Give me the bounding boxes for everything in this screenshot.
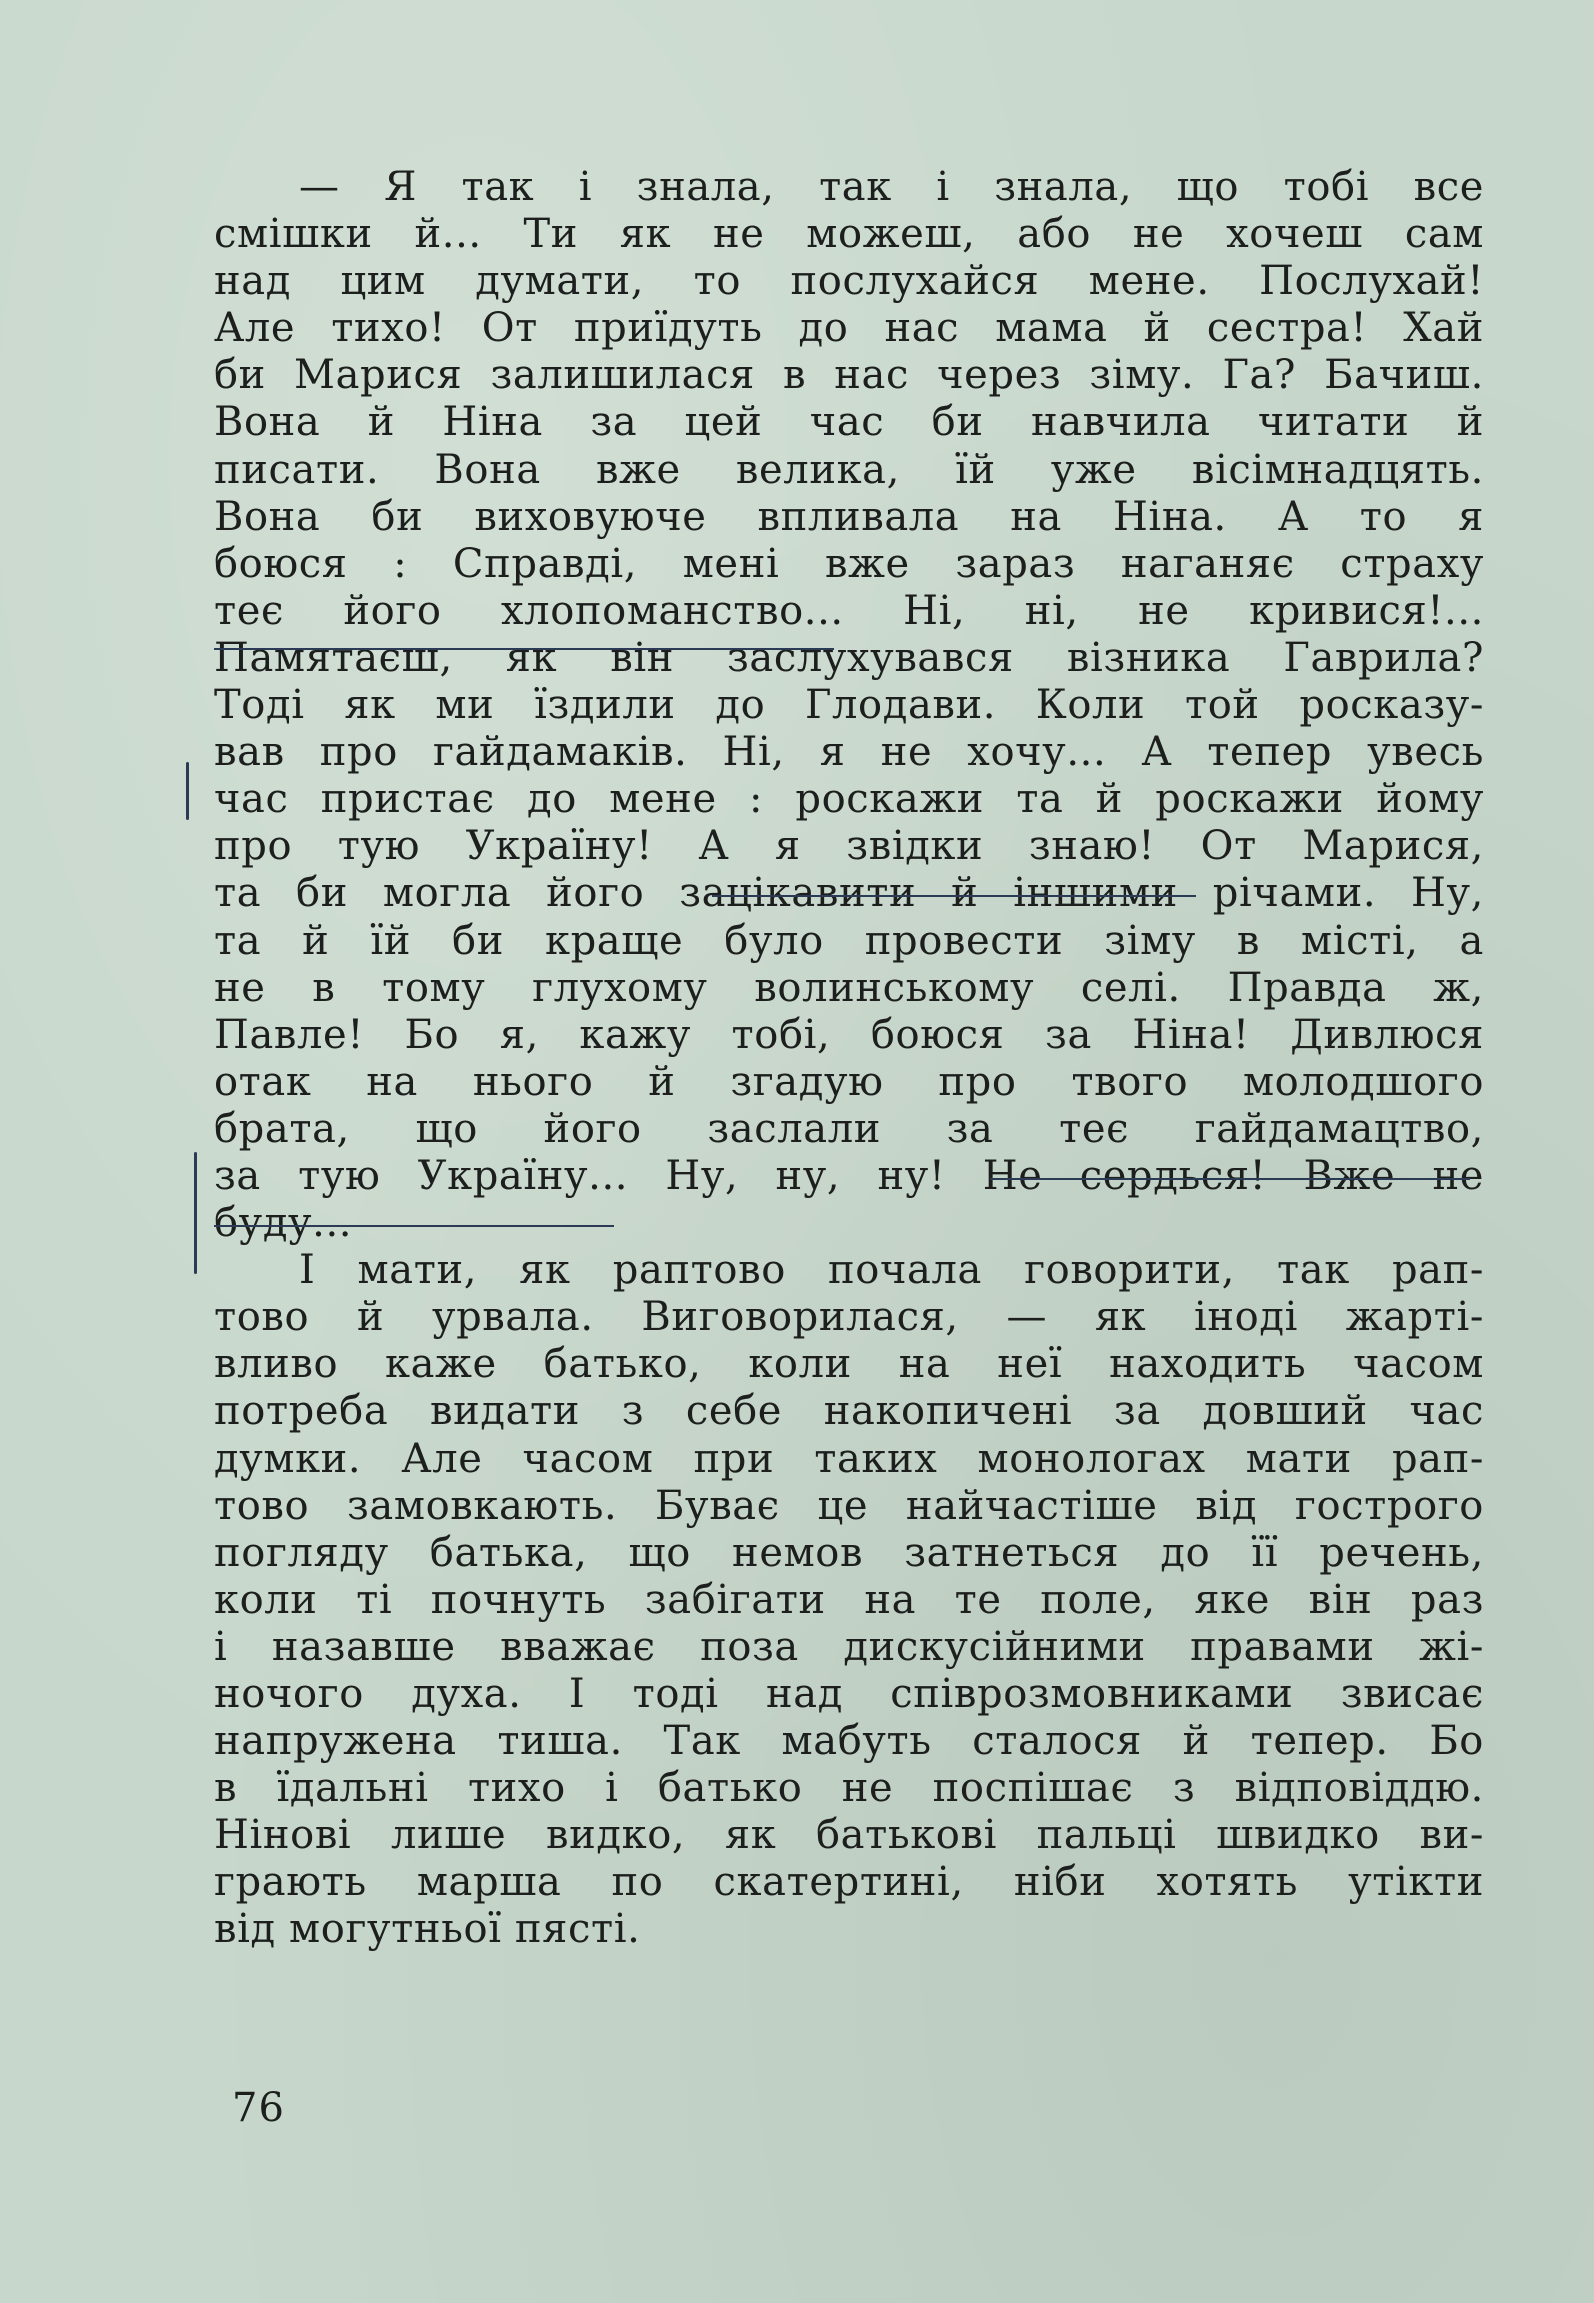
text-line: та й їй би краще було провести зіму в місті, а	[214, 917, 1484, 964]
page-number: 76	[232, 2085, 285, 2131]
text-line: час пристає до мене : роскажи та й роскажи йому	[214, 776, 1484, 823]
text-line: думки. Але часом при таких монологах мати рап-	[214, 1435, 1484, 1482]
text-line: грають марша по скатертині, ніби хотять утікти	[214, 1859, 1484, 1906]
text-line: І мати, як раптово почала говорити, так рап-	[299, 1247, 1484, 1294]
body-text	[214, 164, 1484, 1954]
text-line: писати. Вона вже велика, їй уже вісімнадцять.	[214, 446, 1484, 493]
text-line: — Я так і знала, так і знала, що тобі все	[299, 164, 1484, 210]
text-line: тово й урвала. Виговорилася, — як іноді жарті-	[214, 1294, 1484, 1341]
text-line: над цим думати, то послухайся мене. Послухай!	[214, 258, 1484, 305]
text-line: брата, що його заслали за теє гайдамацтво,	[214, 1105, 1484, 1152]
text-line: за тую Україну... Ну, ну, ну! Не сердься! Вже не	[214, 1152, 1484, 1199]
paragraph-2	[214, 1247, 1484, 1953]
text-line: від могутньої пясті.	[214, 1906, 641, 1953]
text-line: потреба видати з себе накопичені за довший час	[214, 1388, 1484, 1435]
text-line: би Марися залишилася в нас через зіму. Га? Бачиш.	[214, 352, 1484, 399]
text-line: вливо каже батько, коли на неї находить часом	[214, 1341, 1484, 1388]
text-line: вав про гайдамаків. Ні, я не хочу... А тепер увесь	[214, 729, 1484, 776]
text-line: Тоді як ми їздили до Глодави. Коли той росказу-	[214, 682, 1484, 729]
pencil-margin-mark	[194, 1152, 197, 1274]
pencil-underline	[990, 1178, 1470, 1180]
paragraph-1	[214, 164, 1484, 1247]
text-line: погляду батька, що немов затнеться до її речень,	[214, 1529, 1484, 1576]
text-line: Вона й Ніна за цей час би навчила читати й	[214, 399, 1484, 446]
text-line: буду...	[214, 1200, 353, 1247]
text-line: напружена тиша. Так мабуть сталося й тепер. Бо	[214, 1718, 1484, 1765]
text-line: тово замовкають. Буває це найчастіше від гострого	[214, 1482, 1484, 1529]
pencil-margin-mark	[186, 762, 189, 820]
text-line: та би могла його зацікавити й іншими річами. Ну,	[214, 870, 1484, 917]
text-line: про тую Україну! А я звідки знаю! От Марися,	[214, 823, 1484, 870]
text-line: не в тому глухому волинському селі. Правда ж,	[214, 964, 1484, 1011]
text-line: ночого духа. І тоді над співрозмовниками звисає	[214, 1671, 1484, 1717]
pencil-underline	[712, 895, 1196, 897]
text-line: коли ті почнуть забігати на те поле, яке він раз	[214, 1576, 1484, 1623]
text-line: отак на нього й згадую про твого молодшого	[214, 1058, 1484, 1105]
text-line: теє його хлопоманство... Ні, ні, не кривися!...	[214, 587, 1484, 634]
text-line: Але тихо! От приїдуть до нас мама й сестра! Хай	[214, 305, 1484, 352]
text-line: в їдальні тихо і батько не поспішає з відповіддю.	[214, 1765, 1484, 1812]
text-line: Вона би виховуюче впливала на Ніна. А то я	[214, 493, 1484, 540]
pencil-underline	[214, 648, 834, 650]
pencil-underline	[214, 1225, 614, 1227]
text-line: Нінові лише видко, як батькові пальці швидко ви-	[214, 1812, 1484, 1859]
text-line: боюся : Справді, мені вже зараз наганяє страху	[214, 540, 1484, 587]
text-line: Павле! Бо я, кажу тобі, боюся за Ніна! Дивлюся	[214, 1011, 1484, 1058]
text-line: смішки й... Ти як не можеш, або не хочеш сам	[214, 211, 1484, 258]
text-line: Памятаєш, як він заслухувався візника Гаврила?	[214, 634, 1484, 681]
text-line: і назавше вважає поза дискусійними правами жі-	[214, 1623, 1484, 1670]
